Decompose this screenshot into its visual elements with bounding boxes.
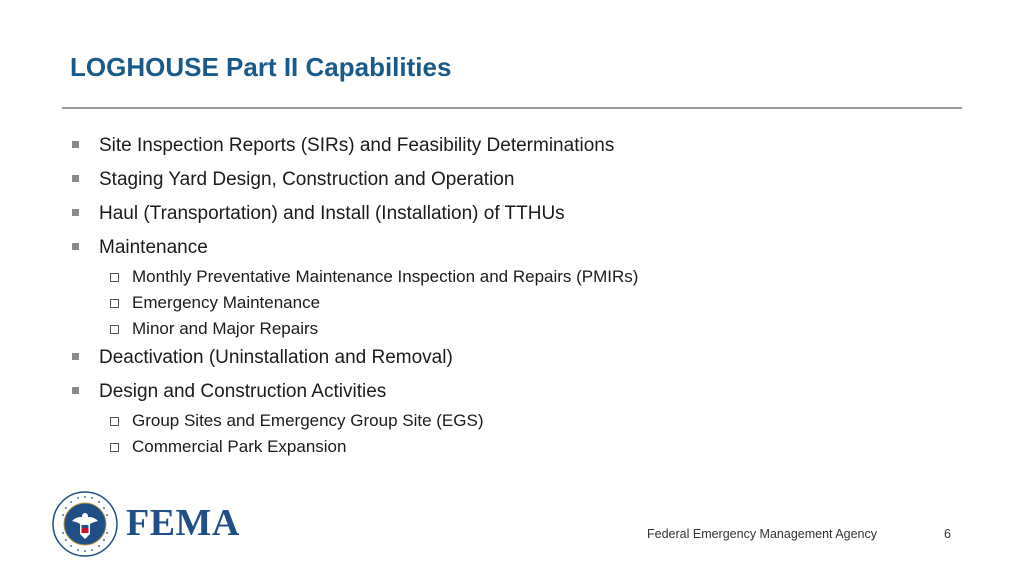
bullet-item (72, 378, 932, 412)
square-bullet-icon (72, 141, 79, 148)
bullet-text: Design and Construction Activities (99, 381, 387, 402)
slide-title: LOGHOUSE Part II Capabilities (70, 52, 452, 82)
hollow-square-bullet-icon (110, 325, 119, 334)
bullet-text: Maintenance (99, 237, 208, 258)
sub-bullet-text: Emergency Maintenance (132, 293, 321, 312)
square-bullet-icon (72, 353, 79, 360)
bullet-text: Site Inspection Reports (SIRs) and Feasibility Determinations (99, 135, 615, 156)
bullet-text: Staging Yard Design, Construction and Operation (99, 169, 515, 190)
bullet-list (72, 132, 932, 460)
hollow-square-bullet-icon (110, 443, 119, 452)
sub-bullet-text: Commercial Park Expansion (132, 437, 347, 456)
sub-bullet-text: Group Sites and Emergency Group Site (EGS) (132, 411, 484, 430)
sub-bullet-text: Monthly Preventative Maintenance Inspection and Repairs (PMIRs) (132, 267, 639, 286)
square-bullet-icon (72, 175, 79, 182)
bullet-item (72, 166, 932, 200)
sub-bullet-item (72, 316, 932, 342)
bullet-text: Deactivation (Uninstallation and Removal) (99, 347, 453, 368)
bullet-item (72, 234, 932, 268)
square-bullet-icon (72, 387, 79, 394)
hollow-square-bullet-icon (110, 417, 119, 426)
hollow-square-bullet-icon (110, 299, 119, 308)
footer-agency: Federal Emergency Management Agency (647, 527, 877, 541)
dhs-seal-icon (52, 491, 118, 557)
square-bullet-icon (72, 209, 79, 216)
bullet-item (72, 132, 932, 166)
sub-bullet-item (72, 408, 932, 434)
bullet-item (72, 200, 932, 234)
title-divider (62, 107, 962, 109)
fema-logo: FEMA (126, 502, 240, 544)
sub-bullet-item (72, 434, 932, 460)
sub-bullet-text: Minor and Major Repairs (132, 319, 319, 338)
page-number: 6 (944, 527, 951, 541)
bullet-text: Haul (Transportation) and Install (Installation) of TTHUs (99, 203, 565, 224)
sub-bullet-item (72, 290, 932, 316)
bullet-item (72, 344, 932, 378)
sub-bullet-item (72, 264, 932, 290)
hollow-square-bullet-icon (110, 273, 119, 282)
square-bullet-icon (72, 243, 79, 250)
